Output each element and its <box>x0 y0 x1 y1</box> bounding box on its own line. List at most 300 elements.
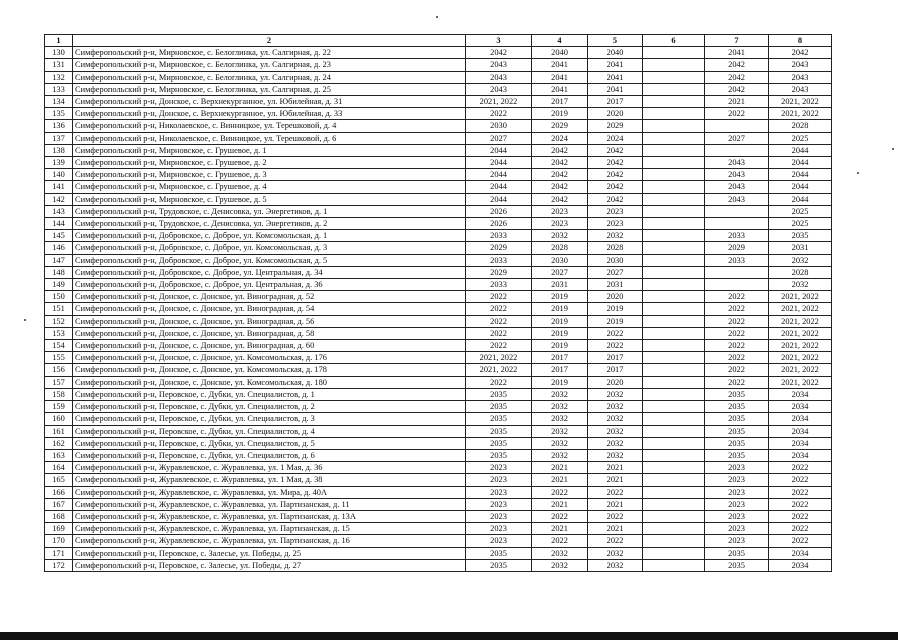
col7-cell: 2022 <box>705 340 769 352</box>
col8-cell: 2021, 2022 <box>769 340 832 352</box>
table-row <box>45 510 832 522</box>
col8-cell: 2043 <box>769 59 832 71</box>
address-cell: Симферопольский р-н, Журавлевское, с. Журавлевка, ул. Партизанская, д. 13А <box>73 510 466 522</box>
col6-cell <box>643 498 705 510</box>
address-cell: Симферопольский р-н, Перовское, с. Дубки, ул. Специалистов, д. 5 <box>73 437 466 449</box>
row-number-cell: 157 <box>45 376 73 388</box>
table-row <box>45 120 832 132</box>
row-number-cell: 171 <box>45 547 73 559</box>
address-cell: Симферопольский р-н, Журавлевское, с. Журавлевка, ул. Партизанская, д. 11 <box>73 498 466 510</box>
col8-cell: 2025 <box>769 218 832 230</box>
col7-cell: 2042 <box>705 59 769 71</box>
col7-cell: 2023 <box>705 535 769 547</box>
row-number-cell: 151 <box>45 303 73 315</box>
table-row <box>45 340 832 352</box>
row-number-cell: 135 <box>45 108 73 120</box>
row-number-cell: 139 <box>45 157 73 169</box>
row-number-cell: 146 <box>45 242 73 254</box>
col5-cell: 2027 <box>588 266 643 278</box>
col7-cell <box>705 144 769 156</box>
col5-cell: 2042 <box>588 181 643 193</box>
col7-cell: 2023 <box>705 510 769 522</box>
col7-cell: 2035 <box>705 437 769 449</box>
col4-cell: 2042 <box>532 181 588 193</box>
col6-cell <box>643 169 705 181</box>
col3-cell: 2021, 2022 <box>466 96 532 108</box>
row-number-cell: 152 <box>45 315 73 327</box>
scan-speck <box>436 16 438 18</box>
col4-cell: 2022 <box>532 535 588 547</box>
col8-cell: 2034 <box>769 388 832 400</box>
address-cell: Симферопольский р-н, Мирновское, с. Грушевое, д. 1 <box>73 144 466 156</box>
col6-cell <box>643 303 705 315</box>
col8-cell: 2022 <box>769 523 832 535</box>
address-cell: Симферопольский р-н, Мирновское, с. Грушевое, д. 5 <box>73 193 466 205</box>
col5-cell: 2042 <box>588 169 643 181</box>
address-cell: Симферопольский р-н, Журавлевское, с. Журавлевка, ул. 1 Мая, д. 38 <box>73 474 466 486</box>
table-row <box>45 59 832 71</box>
col4-cell: 2032 <box>532 449 588 461</box>
col6-cell <box>643 352 705 364</box>
col7-cell: 2022 <box>705 364 769 376</box>
address-cell: Симферопольский р-н, Перовское, с. Дубки, ул. Специалистов, д. 6 <box>73 449 466 461</box>
col5-cell: 2032 <box>588 449 643 461</box>
table-row <box>45 535 832 547</box>
col6-cell <box>643 425 705 437</box>
col3-cell: 2035 <box>466 388 532 400</box>
address-cell: Симферопольский р-н, Перовское, с. Залесье, ул. Победы, д. 25 <box>73 547 466 559</box>
col7-cell: 2023 <box>705 462 769 474</box>
table-row <box>45 364 832 376</box>
address-cell: Симферопольский р-н, Перовское, с. Дубки, ул. Специалистов, д. 1 <box>73 388 466 400</box>
col4-cell: 2019 <box>532 327 588 339</box>
col6-cell <box>643 535 705 547</box>
col7-cell: 2035 <box>705 547 769 559</box>
table-row <box>45 230 832 242</box>
col4-cell: 2042 <box>532 193 588 205</box>
col3-cell: 2026 <box>466 205 532 217</box>
row-number-cell: 148 <box>45 266 73 278</box>
col3-cell: 2030 <box>466 120 532 132</box>
col8-cell: 2044 <box>769 144 832 156</box>
table-row <box>45 547 832 559</box>
column-header: 6 <box>643 35 705 47</box>
row-number-cell: 132 <box>45 71 73 83</box>
col4-cell: 2017 <box>532 352 588 364</box>
col3-cell: 2022 <box>466 108 532 120</box>
col6-cell <box>643 327 705 339</box>
scan-speck <box>857 172 859 174</box>
col5-cell: 2040 <box>588 47 643 59</box>
col3-cell: 2035 <box>466 401 532 413</box>
row-number-cell: 154 <box>45 340 73 352</box>
address-cell: Симферопольский р-н, Перовское, с. Дубки, ул. Специалистов, д. 4 <box>73 425 466 437</box>
table-row <box>45 193 832 205</box>
col8-cell: 2043 <box>769 71 832 83</box>
row-number-cell: 163 <box>45 449 73 461</box>
col4-cell: 2042 <box>532 169 588 181</box>
col5-cell: 2024 <box>588 132 643 144</box>
col3-cell: 2043 <box>466 83 532 95</box>
col4-cell: 2041 <box>532 71 588 83</box>
col6-cell <box>643 291 705 303</box>
col7-cell: 2035 <box>705 559 769 571</box>
col7-cell: 2022 <box>705 291 769 303</box>
col7-cell: 2035 <box>705 388 769 400</box>
row-number-cell: 164 <box>45 462 73 474</box>
col5-cell: 2022 <box>588 486 643 498</box>
row-number-cell: 137 <box>45 132 73 144</box>
col7-cell <box>705 218 769 230</box>
col3-cell: 2022 <box>466 315 532 327</box>
col3-cell: 2043 <box>466 71 532 83</box>
address-cell: Симферопольский р-н, Журавлевское, с. Журавлевка, ул. Партизанская, д. 15 <box>73 523 466 535</box>
table-row <box>45 218 832 230</box>
address-cell: Симферопольский р-н, Добровское, с. Доброе, ул. Центральная, д. 36 <box>73 279 466 291</box>
col5-cell: 2019 <box>588 315 643 327</box>
table-row <box>45 498 832 510</box>
col8-cell: 2022 <box>769 486 832 498</box>
col8-cell: 2034 <box>769 449 832 461</box>
table-row <box>45 523 832 535</box>
col8-cell: 2028 <box>769 266 832 278</box>
address-cell: Симферопольский р-н, Мирновское, с. Белоглинка, ул. Салгирная, д. 23 <box>73 59 466 71</box>
address-cell: Симферопольский р-н, Мирновское, с. Белоглинка, ул. Салгирная, д. 24 <box>73 71 466 83</box>
table-row <box>45 437 832 449</box>
col7-cell: 2033 <box>705 254 769 266</box>
col7-cell: 2042 <box>705 83 769 95</box>
address-cell: Симферопольский р-н, Донское, с. Донское, ул. Комсомольская, д. 176 <box>73 352 466 364</box>
col6-cell <box>643 266 705 278</box>
col6-cell <box>643 132 705 144</box>
row-number-cell: 147 <box>45 254 73 266</box>
col5-cell: 2041 <box>588 71 643 83</box>
col8-cell: 2025 <box>769 205 832 217</box>
scan-speck <box>892 148 894 150</box>
address-cell: Симферопольский р-н, Мирновское, с. Белоглинка, ул. Салгирная, д. 22 <box>73 47 466 59</box>
col5-cell: 2021 <box>588 462 643 474</box>
col4-cell: 2027 <box>532 266 588 278</box>
col4-cell: 2024 <box>532 132 588 144</box>
col8-cell: 2044 <box>769 169 832 181</box>
col7-cell: 2022 <box>705 303 769 315</box>
col4-cell: 2019 <box>532 291 588 303</box>
col6-cell <box>643 205 705 217</box>
col8-cell: 2021, 2022 <box>769 352 832 364</box>
col7-cell: 2043 <box>705 181 769 193</box>
address-cell: Симферопольский р-н, Донское, с. Донское, ул. Комсомольская, д. 178 <box>73 364 466 376</box>
scan-speck <box>24 319 26 321</box>
address-cell: Симферопольский р-н, Мирновское, с. Грушевое, д. 3 <box>73 169 466 181</box>
col3-cell: 2043 <box>466 59 532 71</box>
row-number-cell: 150 <box>45 291 73 303</box>
address-cell: Симферопольский р-н, Николаевское, с. Винницкое, ул. Терешковой, д. 6 <box>73 132 466 144</box>
col8-cell: 2021, 2022 <box>769 376 832 388</box>
table-row <box>45 559 832 571</box>
column-header: 4 <box>532 35 588 47</box>
row-number-cell: 131 <box>45 59 73 71</box>
col4-cell: 2017 <box>532 96 588 108</box>
col8-cell: 2025 <box>769 132 832 144</box>
col8-cell: 2044 <box>769 193 832 205</box>
col4-cell: 2031 <box>532 279 588 291</box>
col5-cell: 2032 <box>588 425 643 437</box>
address-cell: Симферопольский р-н, Перовское, с. Залесье, ул. Победы, д. 27 <box>73 559 466 571</box>
col3-cell: 2023 <box>466 523 532 535</box>
col4-cell: 2029 <box>532 120 588 132</box>
col3-cell: 2035 <box>466 559 532 571</box>
col6-cell <box>643 449 705 461</box>
col7-cell: 2023 <box>705 523 769 535</box>
col8-cell: 2022 <box>769 510 832 522</box>
address-cell: Симферопольский р-н, Мирновское, с. Белоглинка, ул. Салгирная, д. 25 <box>73 83 466 95</box>
col8-cell: 2028 <box>769 120 832 132</box>
col6-cell <box>643 547 705 559</box>
table-row <box>45 144 832 156</box>
col3-cell: 2044 <box>466 144 532 156</box>
table-row <box>45 157 832 169</box>
col8-cell: 2022 <box>769 462 832 474</box>
col6-cell <box>643 462 705 474</box>
col8-cell: 2021, 2022 <box>769 315 832 327</box>
col5-cell: 2041 <box>588 59 643 71</box>
col4-cell: 2017 <box>532 364 588 376</box>
col3-cell: 2033 <box>466 230 532 242</box>
col7-cell: 2035 <box>705 449 769 461</box>
col4-cell: 2022 <box>532 486 588 498</box>
row-number-cell: 153 <box>45 327 73 339</box>
address-cell: Симферопольский р-н, Донское, с. Донское, ул. Виноградная, д. 58 <box>73 327 466 339</box>
col4-cell: 2042 <box>532 157 588 169</box>
col6-cell <box>643 279 705 291</box>
table-row <box>45 474 832 486</box>
table-row <box>45 205 832 217</box>
col5-cell: 2017 <box>588 96 643 108</box>
col5-cell: 2020 <box>588 376 643 388</box>
col5-cell: 2021 <box>588 523 643 535</box>
row-number-cell: 133 <box>45 83 73 95</box>
address-cell: Симферопольский р-н, Мирновское, с. Грушевое, д. 4 <box>73 181 466 193</box>
col5-cell: 2031 <box>588 279 643 291</box>
col7-cell: 2043 <box>705 193 769 205</box>
col4-cell: 2032 <box>532 230 588 242</box>
col4-cell: 2032 <box>532 547 588 559</box>
col4-cell: 2032 <box>532 388 588 400</box>
row-number-cell: 165 <box>45 474 73 486</box>
row-number-cell: 130 <box>45 47 73 59</box>
col6-cell <box>643 71 705 83</box>
col8-cell: 2022 <box>769 535 832 547</box>
col6-cell <box>643 340 705 352</box>
col3-cell: 2023 <box>466 462 532 474</box>
col4-cell: 2041 <box>532 83 588 95</box>
col3-cell: 2023 <box>466 535 532 547</box>
col7-cell: 2035 <box>705 425 769 437</box>
col5-cell: 2032 <box>588 547 643 559</box>
col4-cell: 2032 <box>532 559 588 571</box>
column-header: 3 <box>466 35 532 47</box>
table-row <box>45 83 832 95</box>
row-number-cell: 169 <box>45 523 73 535</box>
col6-cell <box>643 523 705 535</box>
row-number-cell: 134 <box>45 96 73 108</box>
col7-cell: 2043 <box>705 169 769 181</box>
col5-cell: 2041 <box>588 83 643 95</box>
col6-cell <box>643 59 705 71</box>
table-row <box>45 413 832 425</box>
col3-cell: 2029 <box>466 242 532 254</box>
col7-cell: 2022 <box>705 315 769 327</box>
col3-cell: 2022 <box>466 327 532 339</box>
table-body <box>45 47 832 572</box>
col7-cell: 2023 <box>705 474 769 486</box>
row-number-cell: 140 <box>45 169 73 181</box>
col5-cell: 2032 <box>588 388 643 400</box>
col4-cell: 2019 <box>532 303 588 315</box>
col4-cell: 2022 <box>532 510 588 522</box>
col3-cell: 2033 <box>466 254 532 266</box>
col3-cell: 2021, 2022 <box>466 352 532 364</box>
housing-schedule-table <box>44 34 832 572</box>
col4-cell: 2023 <box>532 218 588 230</box>
row-number-cell: 167 <box>45 498 73 510</box>
col7-cell: 2022 <box>705 327 769 339</box>
col6-cell <box>643 486 705 498</box>
address-cell: Симферопольский р-н, Донское, с. Верхнекурганное, ул. Юбилейная, д. 31 <box>73 96 466 108</box>
table-row <box>45 376 832 388</box>
col3-cell: 2044 <box>466 181 532 193</box>
col3-cell: 2044 <box>466 193 532 205</box>
col4-cell: 2019 <box>532 376 588 388</box>
col7-cell: 2022 <box>705 108 769 120</box>
table-row <box>45 388 832 400</box>
col5-cell: 2032 <box>588 437 643 449</box>
col5-cell: 2017 <box>588 364 643 376</box>
col7-cell: 2041 <box>705 47 769 59</box>
col5-cell: 2042 <box>588 157 643 169</box>
col3-cell: 2023 <box>466 486 532 498</box>
table-row <box>45 242 832 254</box>
address-cell: Симферопольский р-н, Донское, с. Верхнекурганное, ул. Юбилейная, д. 33 <box>73 108 466 120</box>
col7-cell: 2029 <box>705 242 769 254</box>
col6-cell <box>643 83 705 95</box>
col4-cell: 2040 <box>532 47 588 59</box>
row-number-cell: 136 <box>45 120 73 132</box>
col4-cell: 2032 <box>532 413 588 425</box>
col3-cell: 2044 <box>466 157 532 169</box>
row-number-cell: 142 <box>45 193 73 205</box>
col8-cell: 2044 <box>769 157 832 169</box>
col4-cell: 2041 <box>532 59 588 71</box>
col8-cell: 2034 <box>769 413 832 425</box>
col5-cell: 2032 <box>588 559 643 571</box>
col3-cell: 2023 <box>466 510 532 522</box>
address-cell: Симферопольский р-н, Донское, с. Донское, ул. Виноградная, д. 54 <box>73 303 466 315</box>
col8-cell: 2042 <box>769 47 832 59</box>
col5-cell: 2017 <box>588 352 643 364</box>
col5-cell: 2030 <box>588 254 643 266</box>
col3-cell: 2023 <box>466 474 532 486</box>
table-row <box>45 169 832 181</box>
col7-cell: 2035 <box>705 413 769 425</box>
address-cell: Симферопольский р-н, Перовское, с. Дубки, ул. Специалистов, д. 2 <box>73 401 466 413</box>
col8-cell: 2043 <box>769 83 832 95</box>
row-number-cell: 155 <box>45 352 73 364</box>
address-cell: Симферопольский р-н, Донское, с. Донское, ул. Виноградная, д. 52 <box>73 291 466 303</box>
col5-cell: 2032 <box>588 401 643 413</box>
col8-cell: 2034 <box>769 547 832 559</box>
col4-cell: 2021 <box>532 462 588 474</box>
col3-cell: 2035 <box>466 547 532 559</box>
address-cell: Симферопольский р-н, Мирновское, с. Грушевое, д. 2 <box>73 157 466 169</box>
table-row <box>45 303 832 315</box>
col4-cell: 2032 <box>532 437 588 449</box>
table-header-row <box>45 35 832 47</box>
col7-cell: 2035 <box>705 401 769 413</box>
col7-cell: 2027 <box>705 132 769 144</box>
col5-cell: 2032 <box>588 413 643 425</box>
table-row <box>45 449 832 461</box>
col3-cell: 2022 <box>466 340 532 352</box>
address-cell: Симферопольский р-н, Журавлевское, с. Журавлевка, ул. Партизанская, д. 16 <box>73 535 466 547</box>
column-header: 2 <box>73 35 466 47</box>
col5-cell: 2021 <box>588 474 643 486</box>
table-row <box>45 279 832 291</box>
table-row <box>45 291 832 303</box>
col6-cell <box>643 364 705 376</box>
col5-cell: 2023 <box>588 218 643 230</box>
row-number-cell: 162 <box>45 437 73 449</box>
row-number-cell: 143 <box>45 205 73 217</box>
col4-cell: 2019 <box>532 315 588 327</box>
col6-cell <box>643 96 705 108</box>
col4-cell: 2032 <box>532 425 588 437</box>
col7-cell <box>705 120 769 132</box>
row-number-cell: 159 <box>45 401 73 413</box>
table-row <box>45 254 832 266</box>
scan-border <box>0 632 898 640</box>
col3-cell: 2021, 2022 <box>466 364 532 376</box>
column-header: 8 <box>769 35 832 47</box>
table-row <box>45 96 832 108</box>
col5-cell: 2023 <box>588 205 643 217</box>
col5-cell: 2020 <box>588 291 643 303</box>
col7-cell: 2022 <box>705 352 769 364</box>
col8-cell: 2034 <box>769 425 832 437</box>
row-number-cell: 172 <box>45 559 73 571</box>
address-cell: Симферопольский р-н, Трудовское, с. Денисовка, ул. Энергетиков, д. 2 <box>73 218 466 230</box>
col5-cell: 2021 <box>588 498 643 510</box>
row-number-cell: 158 <box>45 388 73 400</box>
col4-cell: 2030 <box>532 254 588 266</box>
table-row <box>45 486 832 498</box>
col5-cell: 2028 <box>588 242 643 254</box>
col5-cell: 2032 <box>588 230 643 242</box>
col3-cell: 2042 <box>466 47 532 59</box>
table-row <box>45 327 832 339</box>
column-header: 1 <box>45 35 73 47</box>
col6-cell <box>643 559 705 571</box>
col7-cell <box>705 266 769 278</box>
col4-cell: 2021 <box>532 523 588 535</box>
col8-cell: 2035 <box>769 230 832 242</box>
col6-cell <box>643 218 705 230</box>
table-row <box>45 462 832 474</box>
table-row <box>45 132 832 144</box>
address-cell: Симферопольский р-н, Донское, с. Донское, ул. Виноградная, д. 60 <box>73 340 466 352</box>
col6-cell <box>643 120 705 132</box>
address-cell: Симферопольский р-н, Донское, с. Донское, ул. Виноградная, д. 56 <box>73 315 466 327</box>
